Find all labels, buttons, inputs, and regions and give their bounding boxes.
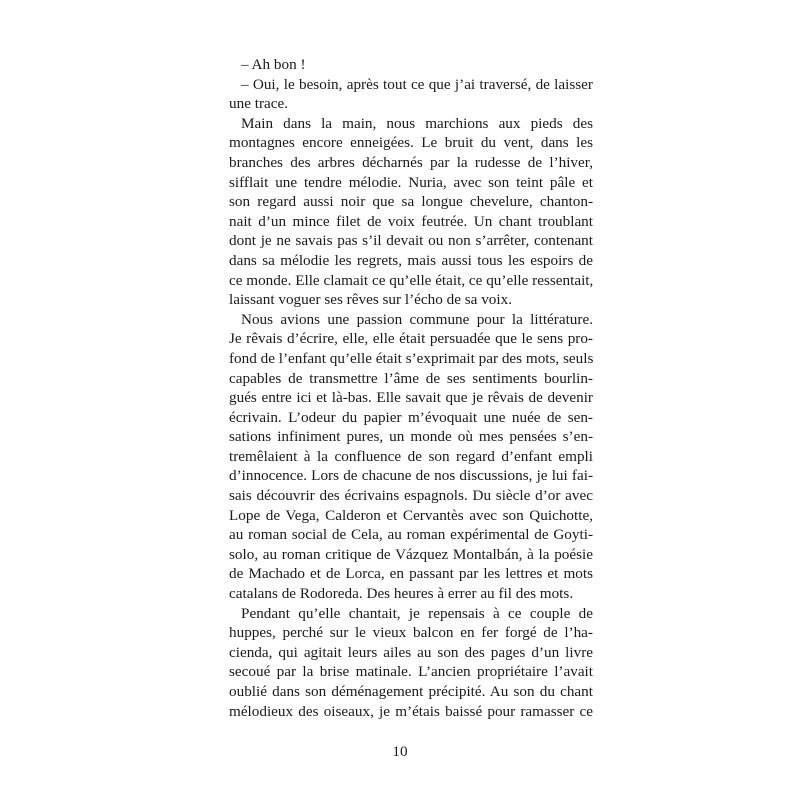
- text-line: secoué par la brise matinale. L’ancien propriétaire l’avait: [229, 663, 593, 681]
- text-line: son regard aussi noir que sa longue chevelure, chanton-: [229, 193, 593, 211]
- text-line: au roman social de Cela, au roman expérimental de Goyti-: [229, 526, 593, 544]
- text-line: Pendant qu’elle chantait, je repensais à ce couple de: [241, 604, 593, 622]
- text-line: Nous avions une passion commune pour la littérature.: [241, 310, 593, 328]
- text-line: solo, au roman critique de Vázquez Montalbán, à la poésie: [229, 545, 593, 563]
- text-line: – Ah bon !: [241, 56, 306, 73]
- text-line: tremêlaient à la confluence de son regard d’enfant empli: [229, 447, 593, 465]
- text-line: Main dans la main, nous marchions aux pieds des: [241, 114, 593, 132]
- text-line: sations infiniment pures, un monde où mes pensées s’en-: [229, 428, 593, 446]
- paragraph: [229, 604, 593, 722]
- text-line: Lope de Vega, Calderon et Cervantès avec son Quichotte,: [229, 506, 593, 524]
- paragraph: [229, 55, 593, 75]
- text-line: une trace.: [229, 95, 289, 113]
- text-line: capables de transmettre l’âme de ses sentiments bourlin-: [229, 369, 593, 387]
- text-line: dont je ne savais pas s’il devait ou non s’arrêter, contenant: [229, 232, 593, 250]
- paragraph: [229, 75, 593, 114]
- text-line: fond de l’enfant qu’elle était s’exprimait par des mots, seuls: [229, 349, 594, 367]
- text-line: dans sa mélodie les regrets, mais aussi tous les espoirs de: [229, 251, 593, 269]
- text-line: Je rêvais d’écrire, elle, elle était persuadée que le sens pro-: [229, 330, 593, 348]
- text-line: oublié dans son déménagement précipité. Au son du chant: [229, 683, 593, 700]
- paragraph: [229, 310, 593, 604]
- text-line: sais découvrir des écrivains espagnols. Du siècle d’or avec: [229, 487, 593, 505]
- text-line: catalans de Rodoreda. Des heures à errer au fil des mots.: [229, 585, 574, 603]
- text-line: écrivain. L’odeur du papier m’évoquait une nuée de sen-: [229, 408, 593, 426]
- page-body: [229, 55, 593, 721]
- paragraph: [229, 114, 593, 310]
- text-line: cienda, qui agitait leurs ailes au son des pages d’un livre: [229, 643, 593, 661]
- text-line: laissant voguer ses rêves sur l’écho de sa voix.: [229, 291, 513, 309]
- text-line: nait d’un mince filet de voix feutrée. Un chant troublant: [229, 212, 593, 230]
- text-line: mélodieux des oiseaux, je m’étais baissé pour ramasser ce: [229, 702, 593, 720]
- text-line: huppes, perché sur le vieux balcon en fer forgé de l’ha-: [229, 624, 593, 642]
- text-line: de Machado et de Lorca, en passant par les lettres et mots: [229, 565, 593, 583]
- text-line: montagnes encore enneigées. Le bruit du vent, dans les: [229, 134, 593, 152]
- text-line: ce monde. Elle clamait ce qu’elle était, ce qu’elle ressentait,: [229, 271, 594, 289]
- text-line: branches des arbres décharnés par la rudesse de l’hiver,: [229, 153, 593, 171]
- text-line: sifflait une tendre mélodie. Nuria, avec son teint pâle et: [229, 173, 593, 191]
- text-line: – Oui, le besoin, après tout ce que j’ai traversé, de laisser: [241, 75, 593, 93]
- text-line: gués entre ici et là-bas. Elle savait que je rêvais de devenir: [229, 389, 593, 407]
- text-line: d’innocence. Lors de chacune de nos discussions, je lui fai-: [229, 467, 593, 485]
- page-number: 10: [392, 743, 408, 760]
